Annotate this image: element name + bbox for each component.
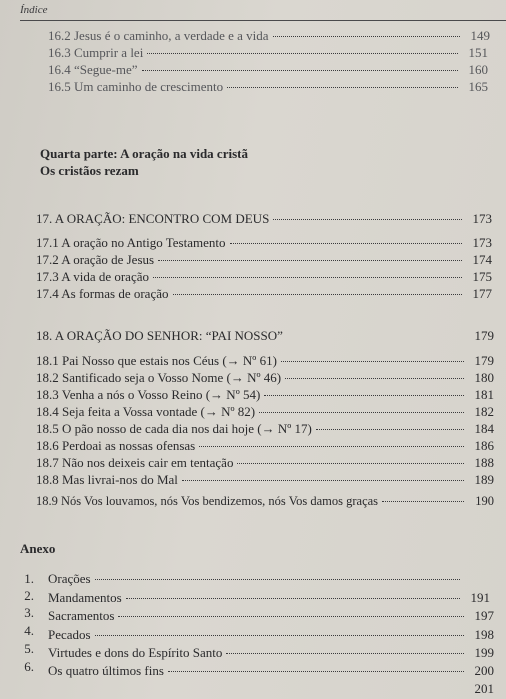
toc-entry-page: 190 [475, 494, 494, 508]
dot-leader [226, 652, 464, 654]
dot-leader [227, 86, 458, 88]
dot-leader [158, 259, 462, 261]
toc-entry-label: 17.2 A oração de Jesus [36, 252, 155, 267]
running-header: Índice [20, 4, 48, 16]
chapter-title: 18. A ORAÇÃO DO SENHOR: “PAI NOSSO” [36, 328, 283, 343]
toc-entry [36, 268, 492, 286]
dot-leader [95, 634, 464, 636]
toc-entry-page: 181 [474, 387, 494, 402]
toc-entry-label: 16.5 Um caminho de crescimento [48, 79, 224, 94]
annex-entry [48, 626, 494, 644]
toc-entry-label: 18.3 Venha a nós o Vosso Reino (→ Nº 54) [36, 387, 261, 402]
annex-entry-label: Virtudes e dons do Espírito Santo [48, 645, 223, 660]
chapter-entry [36, 327, 494, 345]
toc-entry-page: 174 [472, 252, 492, 267]
annex-entry-label: Orações [48, 571, 91, 586]
annex-number: 3. [24, 605, 34, 620]
toc-entry-page: 151 [468, 45, 488, 60]
toc-entry [36, 285, 492, 303]
toc-entry [36, 251, 492, 269]
toc-entry [36, 420, 494, 438]
dot-leader [126, 597, 460, 599]
chapter-page: 173 [472, 211, 492, 226]
toc-entry-page: 189 [474, 472, 494, 487]
toc-entry-page: 173 [472, 235, 492, 250]
toc-entry-label: 18.5 O pão nosso de cada dia nos dai hoje (→ Nº 17) [36, 421, 312, 436]
annex-entry [48, 589, 490, 607]
toc-entry-page: 179 [474, 353, 494, 368]
dot-leader [230, 242, 463, 244]
toc-entry-label: 16.3 Cumprir a lei [48, 45, 144, 60]
annex-number: 2. [24, 588, 34, 603]
toc-entry-page: 177 [472, 286, 492, 301]
toc-entry-label: 18.1 Pai Nosso que estais nos Céus (→ Nº 61) [36, 353, 277, 368]
dot-leader [281, 360, 464, 362]
dot-leader [382, 500, 464, 502]
annex-title: Anexo [20, 541, 56, 556]
toc-entry-label: 16.2 Jesus é o caminho, a verdade e a vida [48, 28, 269, 43]
toc-entry-label: 18.6 Perdoai as nossas ofensas [36, 438, 196, 453]
toc-entry-page: 160 [468, 62, 488, 77]
toc-entry-label: 17.1 A oração no Antigo Testamento [36, 235, 226, 250]
toc-entry-page: 186 [474, 438, 494, 453]
toc-entry [48, 61, 488, 79]
annex-entry-label: Sacramentos [48, 608, 115, 623]
toc-entry [36, 352, 494, 370]
annex-entry [48, 607, 494, 625]
toc-entry-page: 149 [470, 28, 490, 43]
annex-trailing-page: 201 [474, 681, 494, 696]
toc-entry-page: 188 [474, 455, 494, 470]
chapter-title: 17. A ORAÇÃO: ENCONTRO COM DEUS [36, 211, 270, 226]
annex-number: 5. [24, 641, 34, 656]
toc-entry [36, 234, 492, 252]
toc-entry [36, 369, 494, 387]
dot-leader [285, 377, 464, 379]
toc-entry [36, 437, 494, 455]
toc-entry-page: 180 [474, 370, 494, 385]
toc-entry-label: 18.2 Santificado seja o Vosso Nome (→ Nº 46) [36, 370, 282, 385]
dot-leader [264, 394, 464, 396]
toc-entry [48, 27, 490, 45]
toc-entry [48, 78, 488, 96]
dot-leader [273, 218, 462, 220]
dot-leader [118, 615, 464, 617]
toc-entry-label: 18.7 Não nos deixeis cair em tentação [36, 455, 234, 470]
dot-leader [273, 35, 460, 37]
dot-leader [168, 670, 464, 672]
toc-entry-label: 17.3 A vida de oração [36, 269, 149, 284]
annex-entry-label: Pecados [48, 627, 91, 642]
annex-entry-label: Mandamentos [48, 590, 122, 605]
annex-number: 1. [24, 571, 34, 586]
chapter-page: 179 [474, 328, 494, 343]
toc-entry-page: 175 [472, 269, 492, 284]
dot-leader [182, 479, 464, 481]
dot-leader [259, 411, 464, 413]
toc-entry [36, 492, 494, 510]
toc-entry-label: 18.8 Mas livrai-nos do Mal [36, 472, 178, 487]
dot-leader [199, 445, 464, 447]
chapter-entry [36, 210, 492, 228]
annex-entry-page: 198 [474, 627, 494, 642]
dot-leader [147, 52, 458, 54]
toc-entry-page: 182 [474, 404, 494, 419]
annex-entry [48, 570, 490, 588]
annex-number: 6. [24, 659, 34, 674]
annex-entry-page: 197 [474, 608, 494, 623]
dot-leader [316, 428, 464, 430]
part-subtitle: Os cristãos rezam [40, 163, 139, 178]
dot-leader [237, 462, 464, 464]
dot-leader [173, 293, 463, 295]
toc-entry-page: 165 [468, 79, 488, 94]
toc-entry [36, 471, 494, 489]
dot-leader [142, 69, 458, 71]
part-title: Quarta parte: A oração na vida cristã [40, 146, 248, 161]
toc-entry-label: 17.4 As formas de oração [36, 286, 169, 301]
toc-entry [48, 44, 488, 62]
dot-leader [287, 335, 464, 337]
annex-entry [48, 644, 494, 662]
toc-entry [36, 403, 494, 421]
annex-entry-page: 191 [470, 590, 490, 605]
annex-entry-label: Os quatro últimos fins [48, 663, 164, 678]
annex-entry [48, 662, 494, 680]
toc-entry-page: 184 [474, 421, 494, 436]
header-rule [20, 20, 506, 21]
toc-entry-label: 18.4 Seja feita a Vossa vontade (→ Nº 82) [36, 404, 256, 419]
dot-leader [95, 578, 460, 580]
annex-number: 4. [24, 623, 34, 638]
toc-entry-label: 16.4 “Segue-me” [48, 62, 138, 77]
annex-entry-page: 200 [474, 663, 494, 678]
dot-leader [153, 276, 462, 278]
annex-entry-page: 199 [474, 645, 494, 660]
toc-entry-label: 18.9 Nós Vos louvamos, nós Vos bendizemos, nós Vos damos graças [36, 494, 379, 508]
toc-entry [36, 386, 494, 404]
toc-entry [36, 454, 494, 472]
